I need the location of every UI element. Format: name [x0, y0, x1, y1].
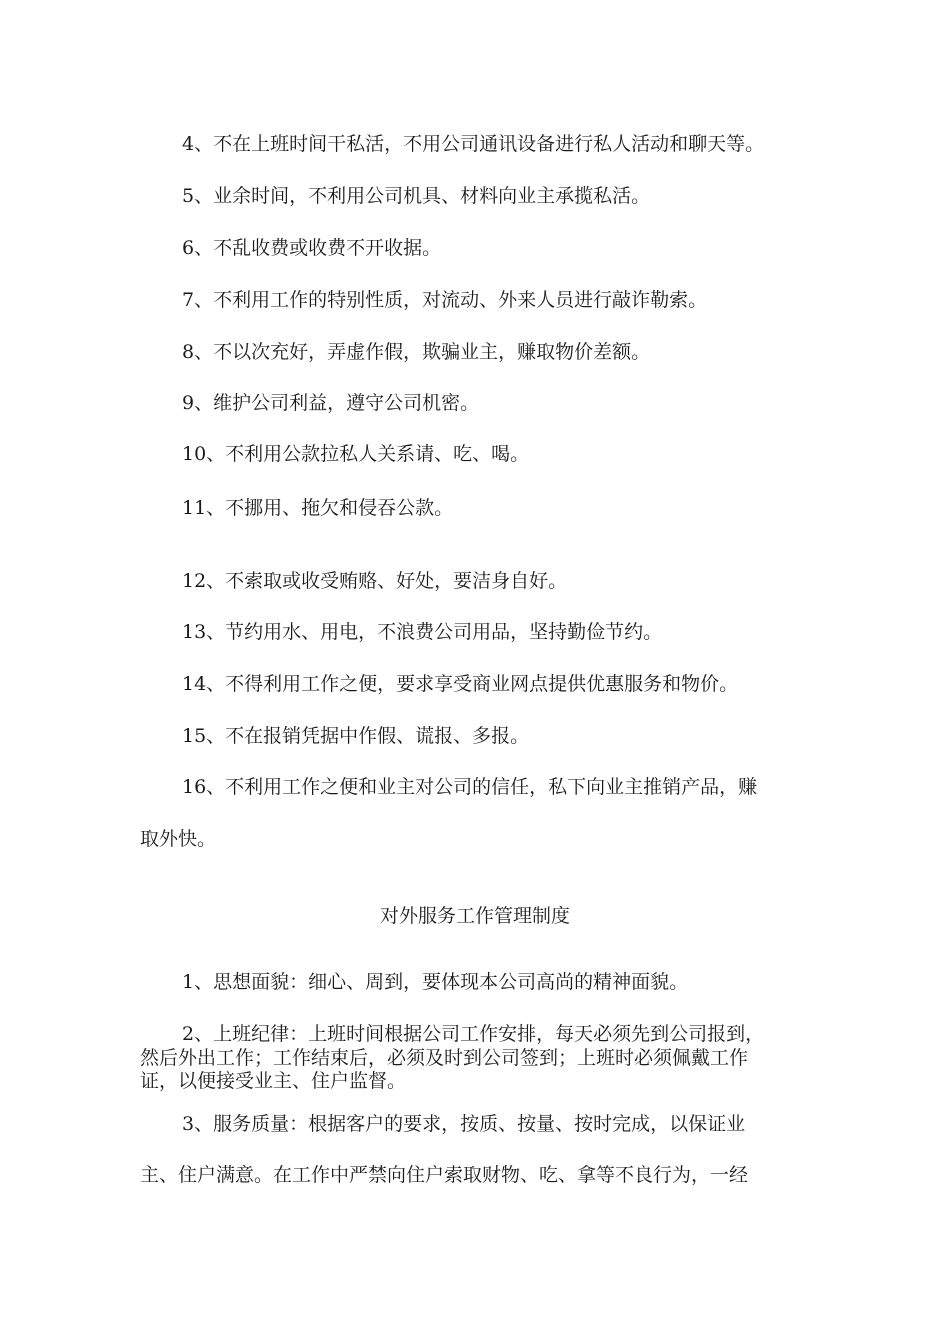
rule-14: 14、不得利用工作之便，要求享受商业网点提供优惠服务和物价。 [182, 673, 739, 695]
rule-4: 4、不在上班时间干私活，不用公司通讯设备进行私人活动和聊天等。 [182, 133, 765, 155]
rule-5: 5、业余时间，不利用公司机具、材料向业主承揽私活。 [182, 185, 651, 207]
rule-10: 10、不利用公款拉私人关系请、吃、喝。 [182, 443, 530, 465]
section-title: 对外服务工作管理制度 [379, 905, 570, 927]
rule-16-line-1: 16、不利用工作之便和业主对公司的信任，私下向业主推销产品，赚 [182, 776, 758, 798]
rule-12: 12、不索取或收受贿赂、好处，要洁身自好。 [182, 570, 568, 592]
rule-15: 15、不在报销凭据中作假、谎报、多报。 [182, 725, 530, 747]
rule-8: 8、不以次充好，弄虚作假，欺骗业主，赚取物价差额。 [182, 341, 651, 363]
service-item-3-line-2: 主、住户满意。在工作中严禁向住户索取财物、吃、拿等不良行为，一经 [140, 1164, 749, 1186]
rule-9: 9、维护公司利益，遵守公司机密。 [182, 392, 480, 414]
service-item-2-line-3: 证，以便接受业主、住户监督。 [140, 1070, 407, 1092]
rule-7: 7、不利用工作的特别性质，对流动、外来人员进行敲诈勒索。 [182, 289, 708, 311]
rule-6: 6、不乱收费或收费不开收据。 [182, 237, 442, 259]
rule-16-line-2: 取外快。 [140, 828, 217, 850]
service-item-2-line-1: 2、上班纪律：上班时间根据公司工作安排，每天必须先到公司报到， [182, 1023, 765, 1045]
rule-11: 11、不挪用、拖欠和侵吞公款。 [182, 497, 454, 519]
service-item-1: 1、思想面貌：细心、周到，要体现本公司高尚的精神面貌。 [182, 971, 689, 993]
rule-13: 13、节约用水、用电，不浪费公司用品，坚持勤俭节约。 [182, 621, 663, 643]
service-item-2-line-2: 然后外出工作；工作结束后，必须及时到公司签到；上班时必须佩戴工作 [140, 1047, 749, 1069]
service-item-3-line-1: 3、服务质量：根据客户的要求，按质、按量、按时完成，以保证业 [182, 1113, 746, 1135]
